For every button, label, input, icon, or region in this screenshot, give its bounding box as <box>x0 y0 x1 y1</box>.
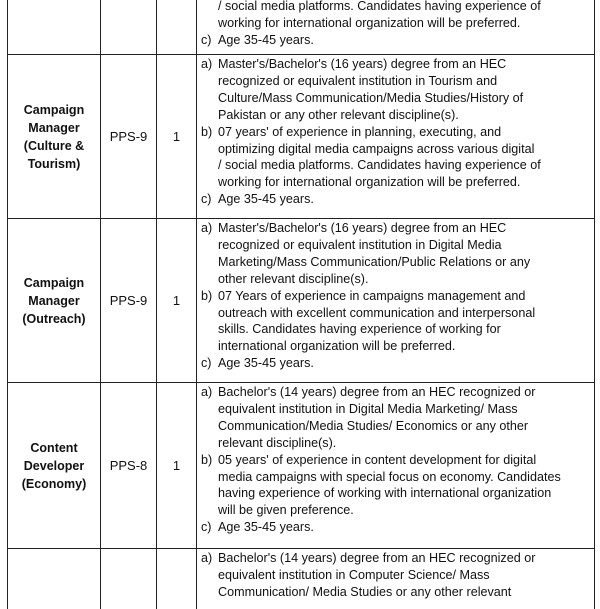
post-title-line: Manager <box>28 293 80 308</box>
requirement-item <box>201 56 588 124</box>
requirement-item <box>201 124 588 192</box>
requirement-line: optimizing digital media campaigns across various digital <box>218 141 535 156</box>
grade-label: PPS-8 <box>109 458 148 473</box>
requirement-line: equivalent institution in Digital Media Marketing/ Mass <box>218 401 518 416</box>
requirement-line: Bachelor's (14 years) degree from an HEC recognized or <box>218 385 536 399</box>
requirement-marker: b) <box>201 452 213 467</box>
grade-cell <box>101 55 157 218</box>
requirement-item <box>201 355 588 372</box>
requirements-cell <box>197 219 594 382</box>
requirements-cell <box>197 0 594 54</box>
table-row <box>8 55 594 219</box>
job-requirements-table <box>7 0 595 609</box>
requirement-marker: c) <box>201 192 212 207</box>
requirement-line: Marketing/Mass Communication/Public Relations or any <box>218 254 531 269</box>
requirement-line: / social media platforms. Candidates having experience of <box>218 158 541 173</box>
requirement-item <box>201 384 588 452</box>
post-title-cell <box>8 219 101 382</box>
requirement-marker: a) <box>201 551 213 565</box>
requirement-line: Pakistan or any other relevant discipline(s). <box>218 107 459 122</box>
grade-cell <box>101 219 157 382</box>
requirement-marker: c) <box>201 356 212 371</box>
post-title-cell <box>8 55 101 218</box>
requirement-line: media campaigns with special focus on economy. Candidates <box>218 469 561 484</box>
grade-cell <box>101 549 157 609</box>
requirement-line: outreach with excellent communication and interpersonal <box>218 305 536 320</box>
posts-count: 1 <box>172 458 181 473</box>
requirement-line: Master's/Bachelor's (16 years) degree from an HEC <box>218 221 507 235</box>
requirement-line: relevant discipline(s). <box>218 435 337 450</box>
requirement-line: will be given preference. <box>218 503 354 518</box>
requirement-marker: c) <box>201 520 212 535</box>
posts-count: 1 <box>172 293 181 308</box>
requirement-line: working for international organization will be preferred. <box>218 175 521 190</box>
requirement-line: 07 years' of experience in planning, executing, and <box>218 124 502 139</box>
posts-count-cell <box>157 549 197 609</box>
post-title-line: (Culture & <box>23 138 85 153</box>
requirement-line: Master's/Bachelor's (16 years) degree from an HEC <box>218 57 507 71</box>
grade-cell <box>101 0 157 54</box>
requirement-line: / social media platforms. Candidates having experience of <box>218 0 541 13</box>
posts-count: 1 <box>172 129 181 144</box>
requirement-line: Culture/Mass Communication/Media Studies/History of <box>218 90 524 105</box>
post-title-line: Tourism) <box>27 156 81 171</box>
requirement-item <box>201 32 588 49</box>
requirement-marker: c) <box>201 32 212 47</box>
table-row <box>8 219 594 383</box>
requirement-line: Age 35-45 years. <box>218 520 314 535</box>
requirement-item <box>201 550 588 601</box>
grade-label: PPS-9 <box>109 293 148 308</box>
table-row <box>8 549 594 609</box>
requirement-marker: a) <box>201 221 213 235</box>
requirement-line: 07 Years of experience in campaigns management and <box>218 288 526 303</box>
requirement-item <box>201 519 588 536</box>
requirement-line: Age 35-45 years. <box>218 32 314 47</box>
requirement-line: Communication/ Media Studies or any other relevant <box>218 584 512 599</box>
requirement-item <box>201 0 588 32</box>
post-title-line: Developer <box>23 458 85 473</box>
posts-count-cell <box>157 383 197 548</box>
requirement-marker <box>201 0 218 32</box>
posts-count-cell <box>157 219 197 382</box>
requirement-line: recognized or equivalent institution in Digital Media <box>218 237 502 252</box>
requirements-cell <box>197 55 594 218</box>
requirement-line: international organization will be preferred. <box>218 339 456 354</box>
post-title-cell <box>8 383 101 548</box>
requirements-cell <box>197 383 594 548</box>
requirement-item <box>201 220 588 288</box>
table-row <box>8 0 594 55</box>
post-title-line: (Economy) <box>21 476 87 491</box>
requirement-line: Bachelor's (14 years) degree from an HEC recognized or <box>218 551 536 565</box>
grade-label: PPS-9 <box>109 129 148 144</box>
requirement-line: other relevant discipline(s). <box>218 271 369 286</box>
post-title-cell <box>8 0 101 54</box>
requirement-item <box>201 191 588 208</box>
grade-cell <box>101 383 157 548</box>
requirement-item <box>201 452 588 520</box>
post-title-line: Manager <box>28 120 80 135</box>
requirement-item <box>201 288 588 356</box>
requirement-line: Communication/Media Studies/ Economics or any other <box>218 418 529 433</box>
posts-count-cell <box>157 55 197 218</box>
requirement-marker: b) <box>201 288 213 303</box>
requirement-line: working for international organization will be preferred. <box>218 15 521 30</box>
post-title-line: Campaign <box>23 275 85 290</box>
requirement-line: recognized or equivalent institution in Tourism and <box>218 73 498 88</box>
post-title-line: Campaign <box>23 102 85 117</box>
posts-count-cell <box>157 0 197 54</box>
requirements-cell <box>197 549 594 609</box>
requirement-line: equivalent institution in Computer Science/ Mass <box>218 567 490 582</box>
requirement-marker: a) <box>201 57 213 71</box>
requirement-line: Age 35-45 years. <box>218 356 314 371</box>
post-title-line: (Outreach) <box>22 311 86 326</box>
table-row <box>8 383 594 549</box>
requirement-marker: b) <box>201 124 213 139</box>
requirement-line: having experience of working with international organization <box>218 486 552 501</box>
post-title-cell <box>8 549 101 609</box>
post-title-line: Content <box>30 440 78 455</box>
requirement-marker: a) <box>201 385 213 399</box>
requirement-line: Age 35-45 years. <box>218 192 314 207</box>
requirement-line: skills. Candidates having experience of working for <box>218 322 501 337</box>
requirement-line: 05 years' of experience in content development for digital <box>218 452 537 467</box>
